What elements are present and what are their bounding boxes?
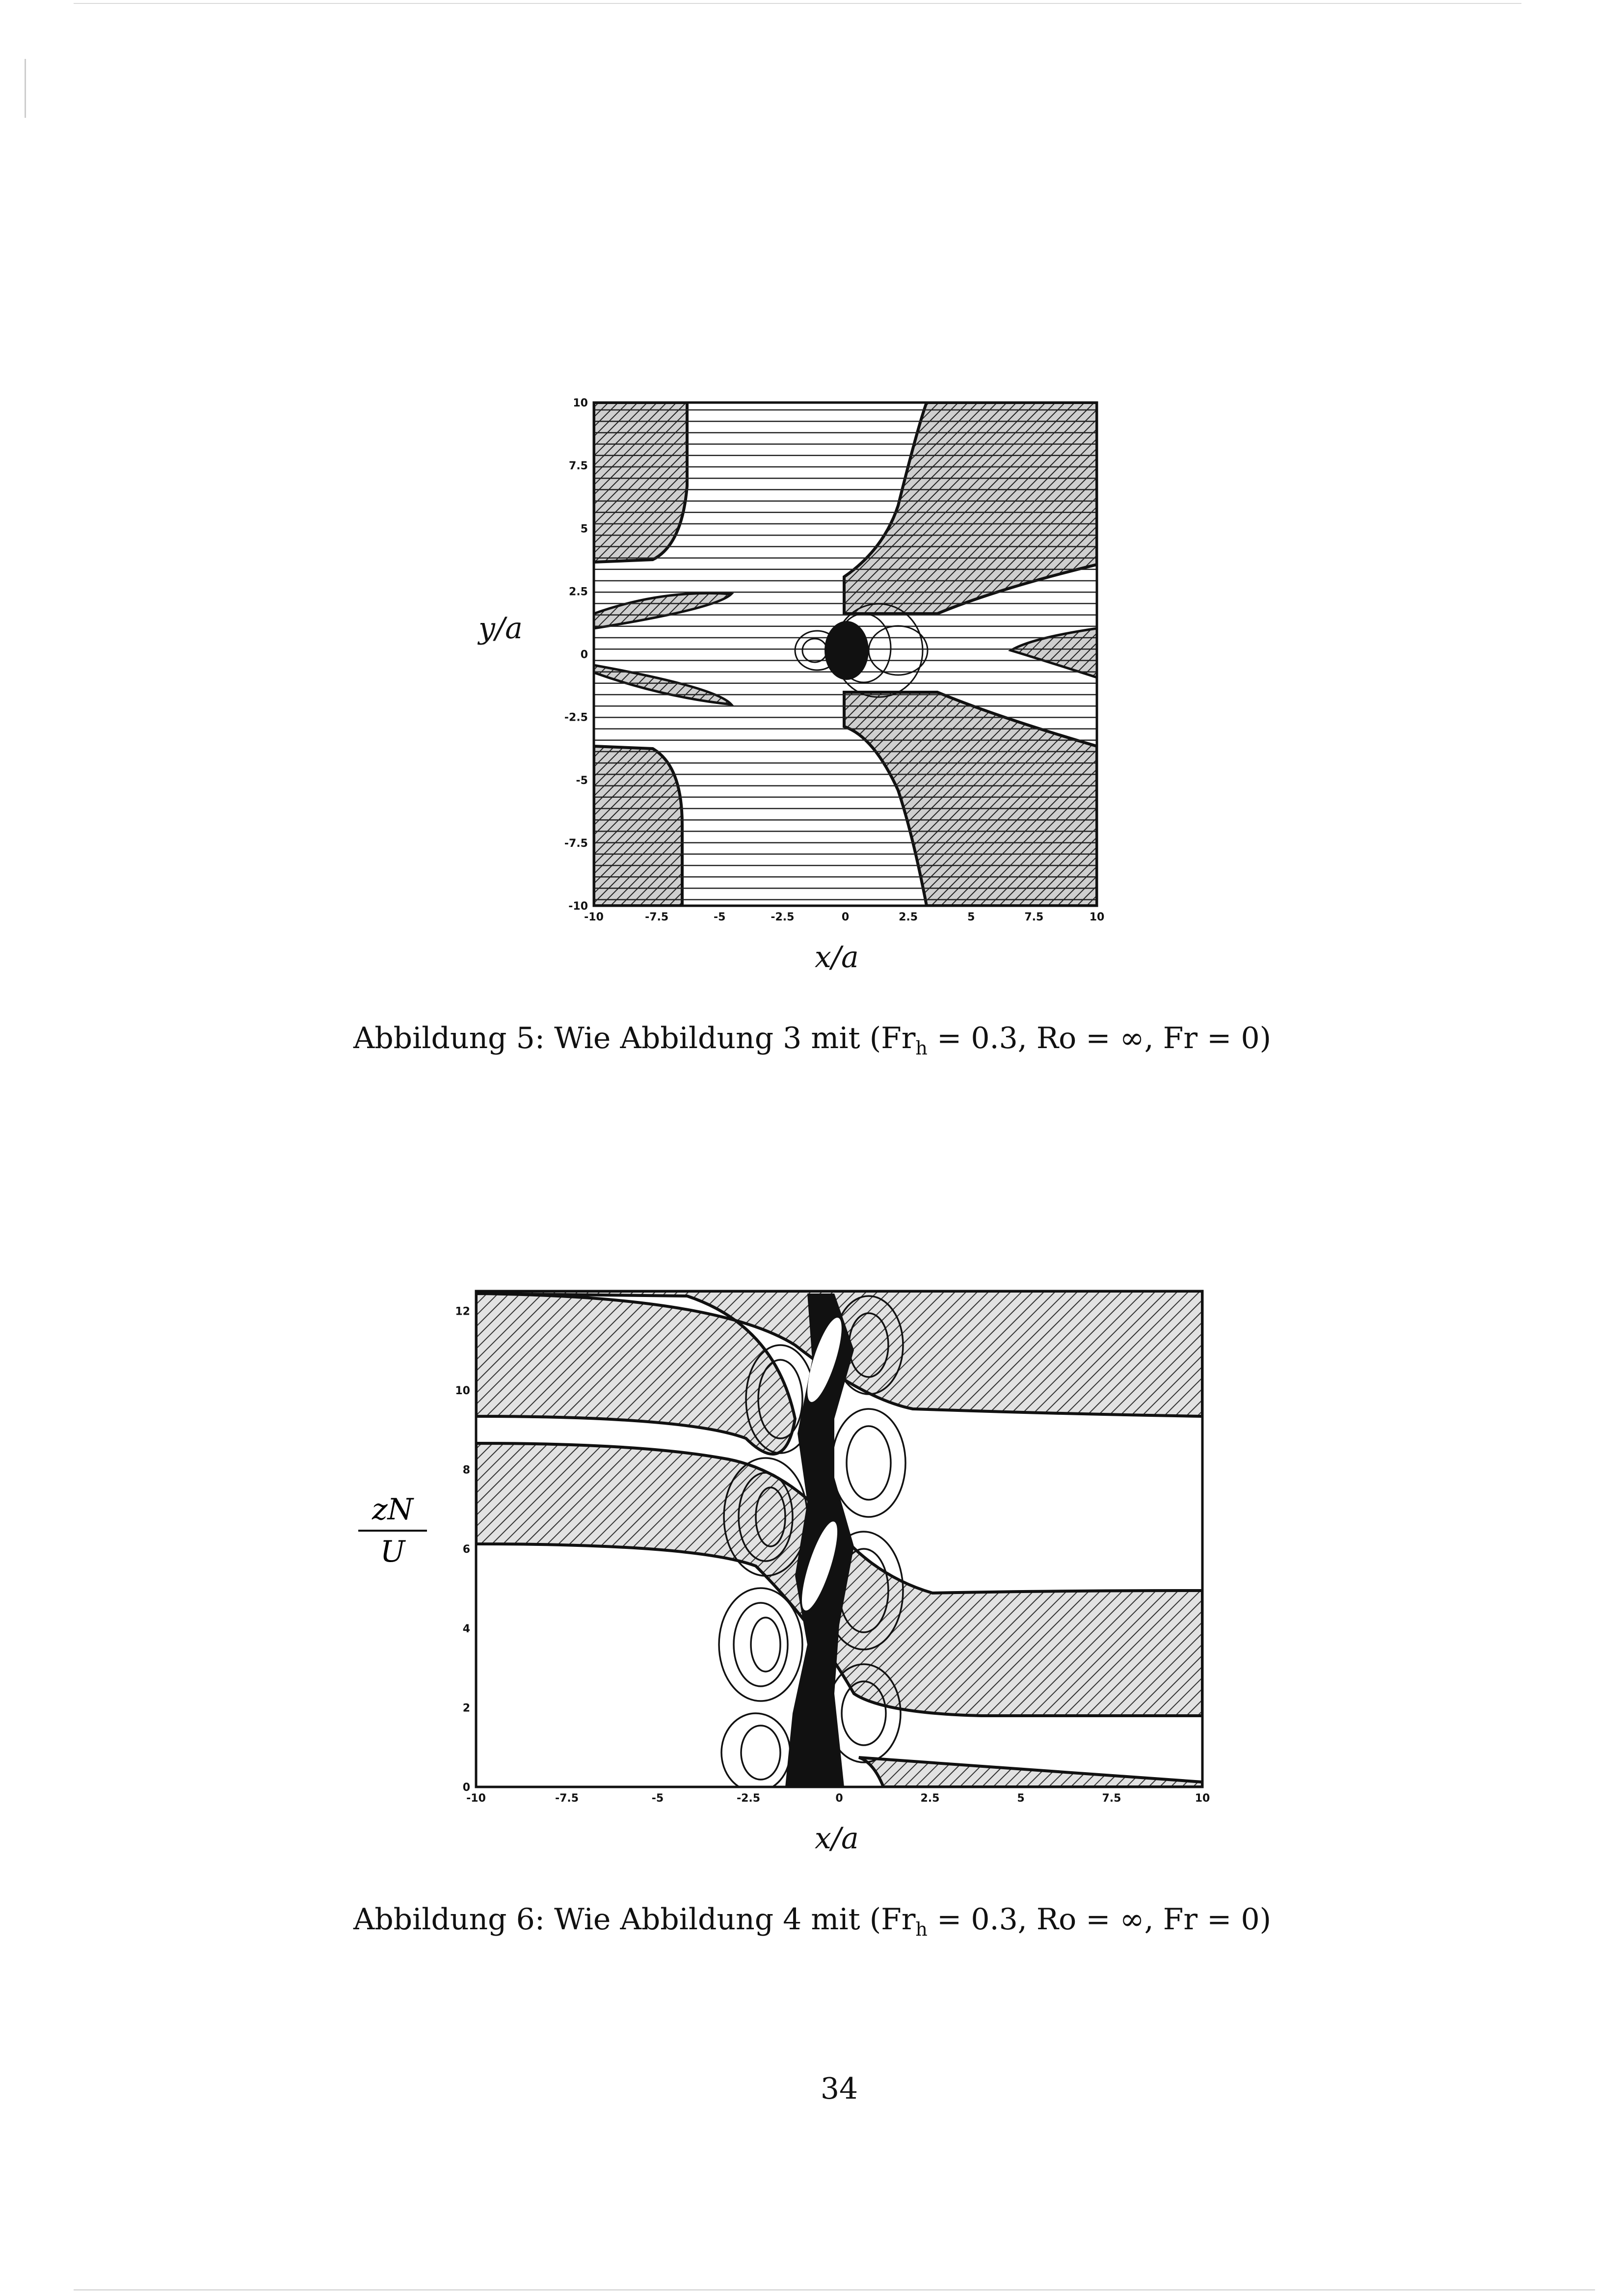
fig6-x-tick-label: 2.5 bbox=[920, 1792, 940, 1805]
fig5-y-tick-label: 10 bbox=[573, 397, 588, 409]
fig5-y-tick-label: -10 bbox=[568, 900, 588, 913]
fig6-x-axis-label: x/a bbox=[815, 1821, 859, 1856]
page-number: 34 bbox=[820, 2072, 858, 2106]
fig5-y-tick-label: -2.5 bbox=[564, 711, 588, 724]
fig5-x-tick-label: -7.5 bbox=[645, 911, 669, 923]
fig5-y-tick-label: 2.5 bbox=[569, 586, 588, 598]
fig5-x-axis-label: x/a bbox=[815, 940, 859, 974]
scan-edge-bottom bbox=[74, 2289, 1595, 2291]
fig6-x-tick-label: -7.5 bbox=[555, 1792, 579, 1805]
fig6-x-tick-label: -10 bbox=[466, 1792, 486, 1805]
fig6-y-tick-label: 4 bbox=[462, 1622, 470, 1635]
fig5-y-tick-label: -5 bbox=[576, 774, 588, 787]
fig5-x-tick-label: 0 bbox=[841, 911, 850, 923]
fig5-x-tick-label: 7.5 bbox=[1024, 911, 1044, 923]
fig6-y-tick-label: 2 bbox=[462, 1702, 470, 1715]
fig5-caption: Abbildung 5: Wie Abbildung 3 mit ($Fr_h = 0.3$, Ro = ∞, Fr = 0) bbox=[353, 1021, 1272, 1059]
fig6-caption: Abbildung 6: Wie Abbildung 4 mit ($Fr_h = 0.3$, Ro = ∞, Fr = 0) bbox=[353, 1902, 1272, 1940]
fig6-x-tick-label: 5 bbox=[1017, 1792, 1025, 1805]
fig6-x-tick-label: -5 bbox=[651, 1792, 664, 1805]
figure-5-plot bbox=[540, 383, 1129, 938]
fig5-y-tick-label: -7.5 bbox=[564, 837, 588, 850]
fig5-x-tick-label: 5 bbox=[967, 911, 975, 923]
fig6-y-axis-label bbox=[358, 1492, 427, 1569]
scan-edge-top bbox=[74, 3, 1521, 4]
fig6-y-axis-label-denominator: U bbox=[380, 1535, 405, 1569]
fig6-x-tick-label: 7.5 bbox=[1102, 1792, 1121, 1805]
fig6-x-tick-label: -2.5 bbox=[736, 1792, 761, 1805]
scan-edge-left bbox=[25, 59, 26, 118]
fig6-y-tick-label: 10 bbox=[455, 1385, 470, 1397]
fig6-y-tick-label: 8 bbox=[462, 1464, 470, 1477]
fig5-hatch-left-top bbox=[594, 403, 687, 562]
fig5-x-tick-label: -5 bbox=[714, 911, 726, 923]
fig5-x-tick-label: -2.5 bbox=[771, 911, 795, 923]
fig6-y-tick-label: 6 bbox=[462, 1543, 470, 1556]
fig5-y-tick-label: 5 bbox=[580, 523, 588, 536]
figure-6-contour-field bbox=[476, 1291, 1202, 1792]
fig5-center-dark-core bbox=[825, 621, 869, 680]
fig6-y-axis-label-numerator: zN bbox=[358, 1492, 427, 1532]
fig5-x-tick-label: 10 bbox=[1089, 911, 1105, 923]
fig6-y-tick-label: 0 bbox=[462, 1782, 470, 1794]
fig5-y-axis-label: y/a bbox=[479, 611, 523, 646]
fig6-y-tick-label: 12 bbox=[455, 1305, 470, 1318]
figure-5-contour-field bbox=[594, 403, 1097, 906]
fig6-x-tick-label: 10 bbox=[1195, 1792, 1210, 1805]
fig5-x-tick-label: 2.5 bbox=[899, 911, 918, 923]
figure-6-plot bbox=[442, 1271, 1227, 1821]
fig5-x-tick-label: -10 bbox=[584, 911, 604, 923]
fig5-hatch-left-bottom bbox=[594, 746, 682, 906]
fig5-y-tick-label: 7.5 bbox=[569, 460, 588, 473]
fig6-x-tick-label: 0 bbox=[835, 1792, 843, 1805]
fig5-y-tick-label: 0 bbox=[580, 648, 588, 661]
